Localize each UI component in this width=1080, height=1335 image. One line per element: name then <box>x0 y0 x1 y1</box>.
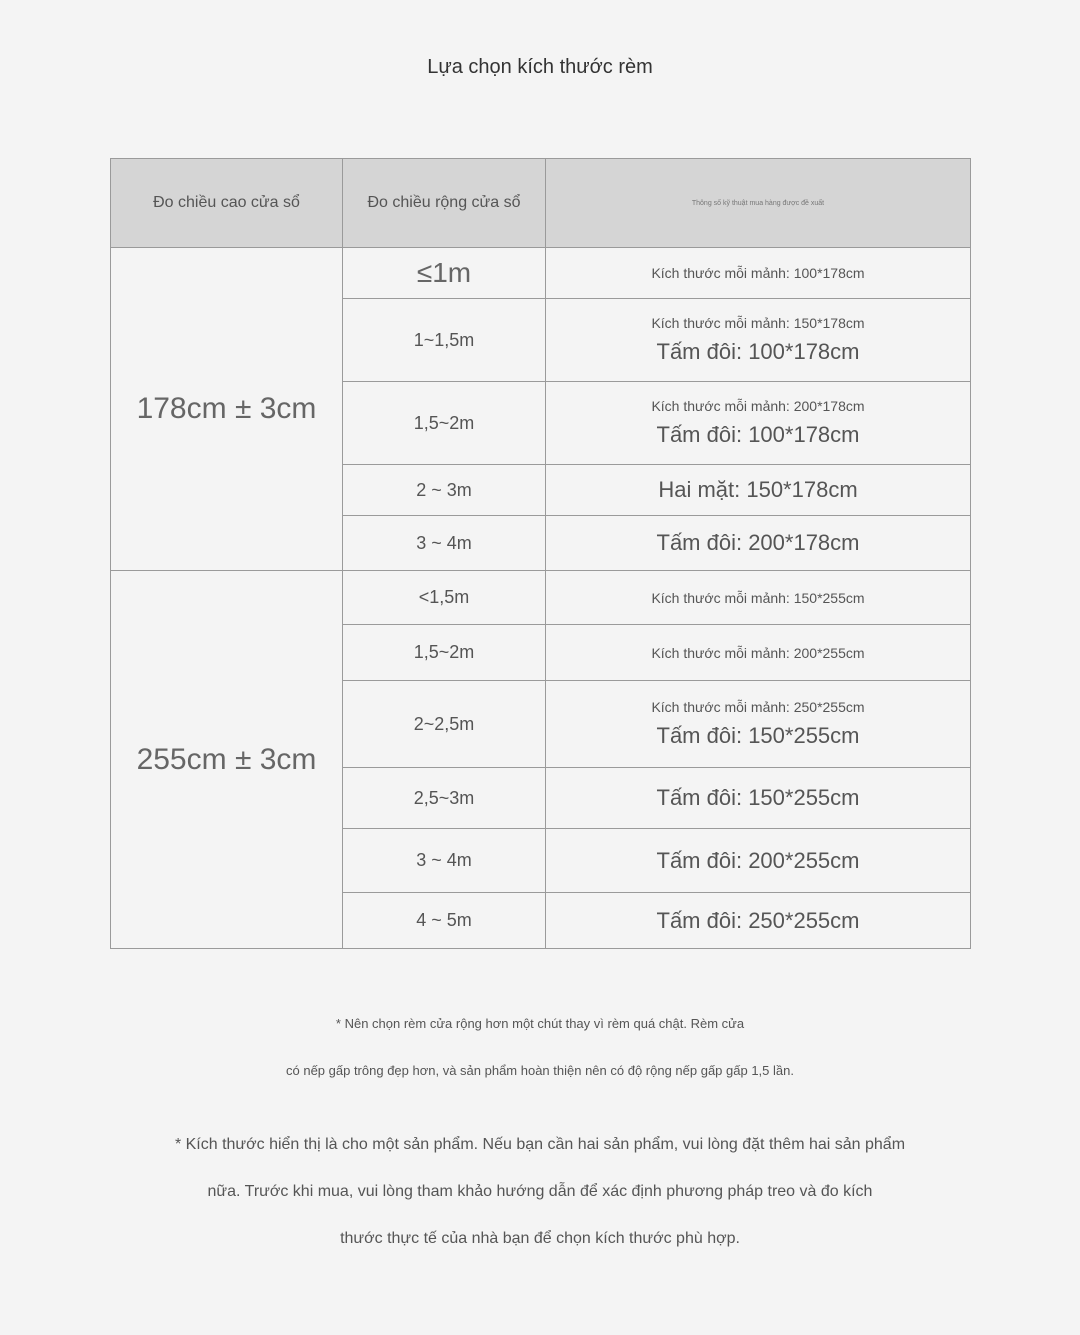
spec-cell <box>546 768 971 829</box>
table-row <box>111 571 971 625</box>
height-cell: 178cm ± 3cm <box>111 248 343 571</box>
width-cell: 2 ~ 3m <box>343 465 546 516</box>
spec-cell <box>546 382 971 465</box>
spec-big: Tấm đôi: 100*178cm <box>656 339 860 364</box>
spec-small: Kích thước mỗi mảnh: 250*255cm <box>651 699 865 715</box>
note-1-line-2: có nếp gấp trông đẹp hơn, và sản phẩm hoàn thiện nên có độ rộng nếp gấp gấp 1,5 lần. <box>286 1063 794 1078</box>
spec-cell <box>546 248 971 299</box>
note-2-line-1: * Kích thước hiển thị là cho một sản phẩm. Nếu bạn cần hai sản phẩm, vui lòng đặt thêm hai sản phẩm <box>174 1136 906 1153</box>
header-spec: Thông số kỹ thuật mua hàng được đề xuất <box>546 159 971 248</box>
spec-big: Tấm đôi: 100*178cm <box>656 422 860 447</box>
spec-small: Kích thước mỗi mảnh: 150*178cm <box>651 315 865 331</box>
size-table <box>110 158 971 949</box>
spec-cell <box>546 465 971 516</box>
width-cell: 2~2,5m <box>343 681 546 768</box>
table-row <box>111 248 971 299</box>
spec-small: Kích thước mỗi mảnh: 100*178cm <box>651 265 865 281</box>
page-title: Lựa chọn kích thước rèm <box>427 56 653 78</box>
width-cell: 1,5~2m <box>343 625 546 681</box>
width-cell: 4 ~ 5m <box>343 893 546 949</box>
spec-cell <box>546 893 971 949</box>
header-width: Đo chiều rộng cửa sổ <box>343 159 546 248</box>
spec-big: Tấm đôi: 150*255cm <box>656 785 860 810</box>
spec-small: Kích thước mỗi mảnh: 200*255cm <box>651 644 865 661</box>
width-cell: 3 ~ 4m <box>343 829 546 893</box>
spec-big: Tấm đôi: 150*255cm <box>656 723 860 748</box>
height-cell: 255cm ± 3cm <box>111 571 343 949</box>
spec-cell <box>546 681 971 768</box>
spec-big: Tấm đôi: 200*255cm <box>656 847 860 873</box>
spec-big: Tấm đôi: 200*178cm <box>656 530 860 555</box>
note-1-line-1: * Nên chọn rèm cửa rộng hơn một chút thay vì rèm quá chật. Rèm cửa <box>335 1016 745 1031</box>
spec-cell <box>546 829 971 893</box>
header-height: Đo chiều cao cửa sổ <box>111 159 343 248</box>
width-cell: 1~1,5m <box>343 299 546 382</box>
width-cell: ≤1m <box>343 248 546 299</box>
spec-cell <box>546 571 971 625</box>
spec-small: Kích thước mỗi mảnh: 200*178cm <box>651 398 865 414</box>
width-cell: 1,5~2m <box>343 382 546 465</box>
spec-big: Tấm đôi: 250*255cm <box>656 907 860 933</box>
spec-small: Kích thước mỗi mảnh: 150*255cm <box>651 589 865 606</box>
width-cell: <1,5m <box>343 571 546 625</box>
spec-cell <box>546 625 971 681</box>
spec-big: Hai mặt: 150*178cm <box>658 477 858 502</box>
note-2-line-2: nữa. Trước khi mua, vui lòng tham khảo hướng dẫn để xác định phương pháp treo và đo kích <box>207 1183 873 1200</box>
width-cell: 2,5~3m <box>343 768 546 829</box>
table-header-row <box>111 159 971 248</box>
note-2-line-3: thước thực tế của nhà bạn để chọn kích thước phù hợp. <box>340 1230 740 1247</box>
spec-cell <box>546 516 971 571</box>
width-cell: 3 ~ 4m <box>343 516 546 571</box>
spec-cell <box>546 299 971 382</box>
